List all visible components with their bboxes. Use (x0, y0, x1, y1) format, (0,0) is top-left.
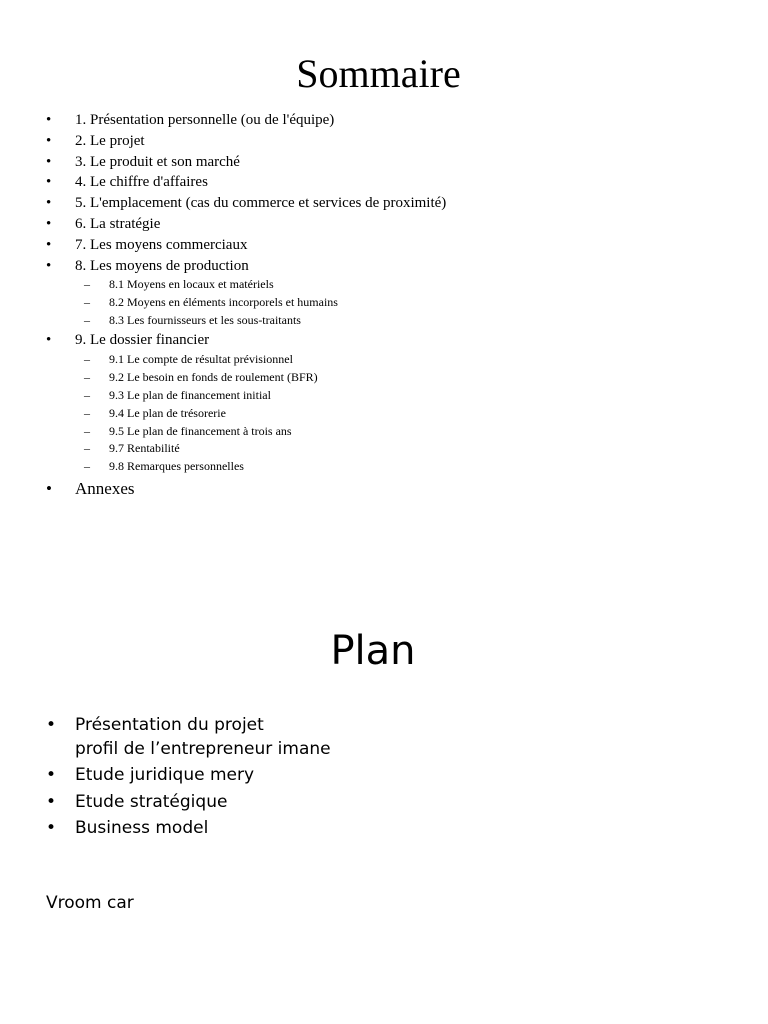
sommaire-subitem-label: 9.3 Le plan de financement initial (109, 387, 271, 402)
bullet-icon: • (46, 818, 57, 838)
sommaire-subitem-label: 9.2 Le besoin en fonds de roulement (BFR) (109, 369, 318, 384)
dash-icon: – (84, 459, 90, 474)
bullet-icon: • (46, 153, 52, 170)
sommaire-item-label: 3. Le produit et son marché (75, 153, 240, 170)
bullet-icon: • (46, 195, 52, 212)
dash-icon: – (84, 423, 90, 438)
plan-item-line: profil de l’entrepreneur imane (75, 738, 331, 759)
sommaire-subitem-label: 9.4 Le plan de trésorerie (109, 405, 226, 420)
dash-icon: – (84, 387, 90, 402)
sommaire-subitem-label: 9.7 Rentabilité (109, 441, 180, 456)
sommaire-item-label: 1. Présentation personnelle (ou de l'équipe) (75, 112, 335, 128)
bullet-icon: • (46, 791, 57, 812)
sommaire-item-label: 6. La stratégie (75, 215, 161, 232)
sommaire-item (46, 330, 446, 351)
sommaire-subitem (46, 423, 446, 441)
plan-item-line: Etude stratégique (75, 791, 228, 812)
sommaire-item-label: 2. Le projet (75, 132, 145, 149)
plan-item-line: Etude juridique mery (75, 765, 255, 785)
sommaire-subitem (46, 405, 446, 423)
dash-icon: – (84, 369, 90, 384)
bullet-icon: • (46, 236, 52, 253)
plan-list (46, 714, 331, 844)
bullet-icon: • (46, 112, 52, 128)
sommaire-title: Sommaire (296, 51, 461, 96)
sommaire-item (46, 256, 446, 277)
sommaire-subitem-label: 9.8 Remarques personnelles (109, 459, 244, 474)
dash-icon: – (84, 351, 90, 366)
dash-icon: – (84, 295, 90, 310)
bullet-icon: • (46, 715, 57, 735)
sommaire-item (46, 193, 446, 214)
plan-item (46, 764, 331, 788)
sommaire-item-label: 7. Les moyens commerciaux (75, 236, 248, 253)
bullet-icon: • (46, 765, 57, 785)
sommaire-subitem (46, 458, 446, 476)
sommaire-subitem-label: 9.5 Le plan de financement à trois ans (109, 423, 292, 438)
dash-icon: – (84, 441, 90, 456)
sommaire-item (46, 172, 446, 193)
bullet-icon: • (46, 132, 52, 149)
sommaire-item (46, 110, 446, 131)
sommaire-item-annexes (46, 477, 446, 501)
sommaire-subitem (46, 312, 446, 330)
sommaire-item (46, 235, 446, 256)
footer-text: Vroom car (46, 893, 134, 913)
plan-item (46, 714, 331, 761)
plan-item (46, 791, 331, 815)
sommaire-item (46, 152, 446, 173)
sommaire-subitem (46, 387, 446, 405)
bullet-icon: • (46, 257, 52, 274)
sommaire-list (46, 110, 446, 501)
sommaire-subitem (46, 440, 446, 458)
plan-item-line: Business model (75, 818, 209, 838)
sommaire-sublist-wrapper (46, 351, 446, 476)
bullet-icon: • (46, 479, 52, 499)
dash-icon: – (84, 313, 90, 328)
sommaire-subitem (46, 294, 446, 312)
sommaire-item (46, 214, 446, 235)
dash-icon: – (84, 405, 90, 420)
plan-title: Plan (330, 628, 416, 674)
sommaire-subitem (46, 351, 446, 369)
bullet-icon: • (46, 174, 52, 191)
sommaire-sublist (46, 351, 446, 476)
sommaire-subitem (46, 369, 446, 387)
sommaire-subitem-label: 9.1 Le compte de résultat prévisionnel (109, 351, 293, 366)
sommaire-item-label: 9. Le dossier financier (75, 332, 210, 349)
dash-icon: – (84, 277, 90, 292)
sommaire-item-label: 8. Les moyens de production (75, 257, 249, 274)
sommaire-subitem (46, 276, 446, 294)
plan-item (46, 817, 331, 841)
sommaire-subitem-label: 8.1 Moyens en locaux et matériels (109, 277, 274, 292)
sommaire-subitem-label: 8.2 Moyens en éléments incorporels et humains (109, 295, 338, 310)
plan-item-line: Présentation du projet (75, 715, 264, 735)
sommaire-subitem-label: 8.3 Les fournisseurs et les sous-traitants (109, 313, 301, 328)
sommaire-sublist-wrapper (46, 276, 446, 330)
sommaire-item (46, 131, 446, 152)
bullet-icon: • (46, 332, 52, 349)
sommaire-item-label: 4. Le chiffre d'affaires (75, 174, 208, 191)
sommaire-sublist (46, 276, 446, 330)
sommaire-item-label: Annexes (75, 479, 135, 499)
sommaire-item-label: 5. L'emplacement (cas du commerce et services de proximité) (75, 195, 447, 212)
bullet-icon: • (46, 215, 52, 232)
